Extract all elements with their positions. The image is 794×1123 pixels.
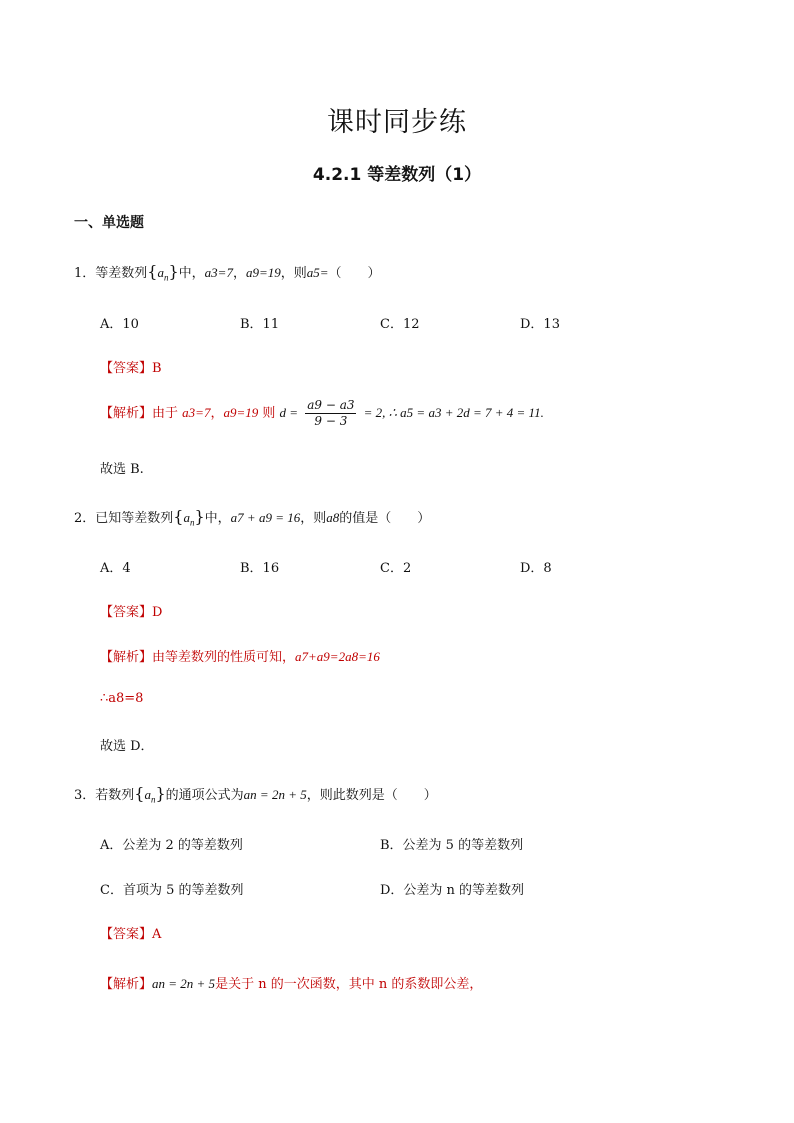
question-1-option-c: C．12 [380,317,420,332]
condition-sum: a7 + a9 = 16 [230,510,301,525]
question-2-option-c: C．2 [380,561,412,576]
question-1-conclusion: 故选 B. [100,462,144,477]
fraction-d: $\frac{a9 - a3}{9 - 3}$ [307,398,355,428]
question-3-stem: 3．若数列$\{a_n\}$的通项公式为an = 2n + 5，则此数列是（ ） [74,784,437,805]
question-ask: a5= [306,265,329,280]
condition-a3: a3=7 [204,265,233,280]
question-2-analysis: 【解析】由等差数列的性质可知，a7+a9=2a8=16 [100,649,380,665]
question-1-option-b: B．11 [240,317,280,332]
question-3-option-b: B．公差为 5 的等差数列 [380,838,524,853]
question-2-answer: 【答案】D [100,605,163,620]
general-term-formula: an = 2n + 5 [243,787,307,802]
question-2-option-b: B．16 [240,561,280,576]
condition-a9: a9=19 [245,265,281,280]
question-2-stem: 2．已知等差数列$\{a_n\}$中，a7 + a9 = 16，则a8的值是（ ） [74,507,431,528]
question-1-option-a: A．10 [100,317,139,332]
question-1-analysis: 【解析】由于 a3=7，a9=19 则 d = $\frac{a9 - a3}{9 - 3}$ = 2, ∴ a5 = a3 + 2d = 7 + 4 = 11. [100,398,544,428]
section-heading: 一、单选题 [74,215,144,231]
question-1-answer: 【答案】B [100,361,162,376]
question-3-option-c: C．首项为 5 的等差数列 [100,883,244,898]
page-title: 课时同步练 [327,107,467,138]
question-1-stem: 1．等差数列$\{a_n\}$中，a3=7，a9=19，则a5=（ ） [74,262,381,283]
question-2-conclusion: 故选 D． [100,739,154,754]
question-2-option-a: A．4 [100,561,131,576]
question-2-option-d: D．8 [520,561,552,576]
sequence-symbol: $a_n$ [157,265,169,283]
question-3-option-a: A．公差为 2 的等差数列 [100,838,243,853]
question-3-option-d: D．公差为 n 的等差数列 [380,883,525,898]
question-3-analysis: 【解析】an = 2n + 5是关于 n 的一次函数，其中 n 的系数即公差， [100,976,483,992]
question-1-option-d: D．13 [520,317,560,332]
page-subtitle: 4.2.1 等差数列（1） [312,165,482,185]
question-2-therefore: ∴a8=8 [100,691,144,706]
question-3-answer: 【答案】A [100,927,162,942]
